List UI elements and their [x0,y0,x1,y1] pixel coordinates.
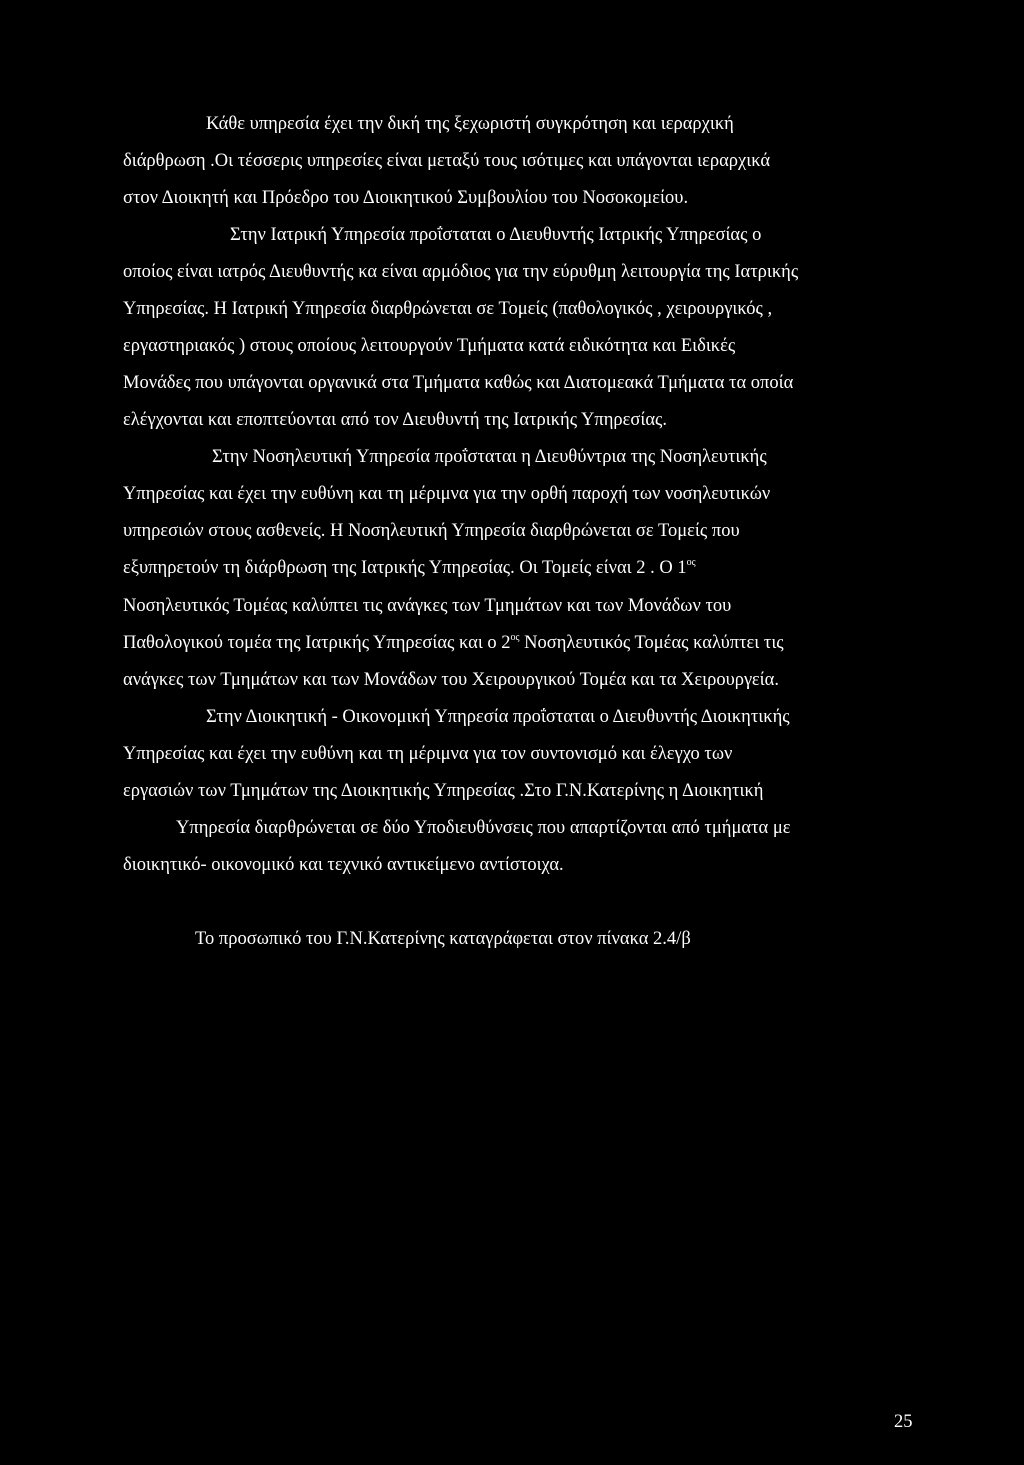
paragraph-4-line-3: εργασιών των Τμημάτων της Διοικητικής Υπηρεσίας .Στο Γ.Ν.Κατερίνης η Διοικητική [123,781,764,801]
paragraph-5-line-1: Το προσωπικό του Γ.Ν.Κατερίνης καταγράφεται στον πίνακα 2.4/β [195,929,691,949]
paragraph-4-line-2: Υπηρεσίας και έχει την ευθύνη και τη μέριμνα για τον συντονισμό και έλεγχο των [123,744,733,764]
paragraph-4-line-4: Υπηρεσία διαρθρώνεται σε δύο Υποδιευθύνσεις που απαρτίζονται από τμήματα με [176,818,791,838]
paragraph-4-line-1: Στην Διοικητική - Οικονομική Υπηρεσία προΐσταται ο Διευθυντής Διοικητικής [206,707,790,727]
paragraph-3-line-4-text: εξυπηρετούν τη διάρθρωση της Ιατρικής Υπηρεσίας. Οι Τομείς είναι 2 . Ο 1 [123,558,687,578]
paragraph-3-line-6 [123,631,784,658]
ordinal-superscript: ος [686,557,696,568]
paragraph-3-line-7: ανάγκες των Τμημάτων και των Μονάδων του Χειρουργικού Τομέα και τα Χειρουργεία. [123,670,779,690]
paragraph-3-line-4 [123,556,696,583]
paragraph-2-line-2: οποίος είναι ιατρός Διευθυντής κα είναι αρμόδιος για την εύρυθμη λειτουργία της Ιατρικής [123,262,799,282]
paragraph-2-line-5: Μονάδες που υπάγονται οργανικά στα Τμήματα καθώς και Διατομεακά Τμήματα τα οποία [123,373,794,393]
paragraph-2-line-6: ελέγχονται και εποπτεύονται από τον Διευθυντή της Ιατρικής Υπηρεσίας. [123,410,667,430]
paragraph-1-line-1: Κάθε υπηρεσία έχει την δική της ξεχωριστή συγκρότηση και ιεραρχική [206,114,734,134]
paragraph-3-line-2: Υπηρεσίας και έχει την ευθύνη και τη μέριμνα για την ορθή παροχή των νοσηλευτικών [123,484,771,504]
paragraph-3-line-1: Στην Νοσηλευτική Υπηρεσία προΐσταται η Διευθύντρια της Νοσηλευτικής [212,447,767,467]
paragraph-3-line-3: υπηρεσιών στους ασθενείς. Η Νοσηλευτική Υπηρεσία διαρθρώνεται σε Τομείς που [123,521,740,541]
paragraph-4-line-5: διοικητικό- οικονομικό και τεχνικό αντικείμενο αντίστοιχα. [123,855,564,875]
ordinal-superscript: ος [510,632,520,643]
paragraph-1-line-2: διάρθρωση .Οι τέσσερις υπηρεσίες είναι μεταξύ τους ισότιμες και υπάγονται ιεραρχικά [123,151,771,171]
paragraph-3-line-6-text-b: Νοσηλευτικός Τομέας καλύπτει τις [519,633,784,653]
paragraph-3-line-6-text-a: Παθολογικού τομέα της Ιατρικής Υπηρεσίας και ο 2 [123,633,511,653]
paragraph-2-line-1: Στην Ιατρική Υπηρεσία προΐσταται ο Διευθυντής Ιατρικής Υπηρεσίας ο [230,225,762,245]
paragraph-2-line-4: εργαστηριακός ) στους οποίους λειτουργούν Τμήματα κατά ειδικότητα και Ειδικές [123,336,736,356]
paragraph-1-line-3: στον Διοικητή και Πρόεδρο του Διοικητικού Συμβουλίου του Νοσοκομείου. [123,188,689,208]
paragraph-3-line-5: Νοσηλευτικός Τομέας καλύπτει τις ανάγκες των Τμημάτων και των Μονάδων του [123,596,732,616]
paragraph-2-line-3: Υπηρεσίας. Η Ιατρική Υπηρεσία διαρθρώνεται σε Τομείς (παθολογικός , χειρουργικός , [123,299,773,319]
page-number: 25 [894,1412,913,1432]
